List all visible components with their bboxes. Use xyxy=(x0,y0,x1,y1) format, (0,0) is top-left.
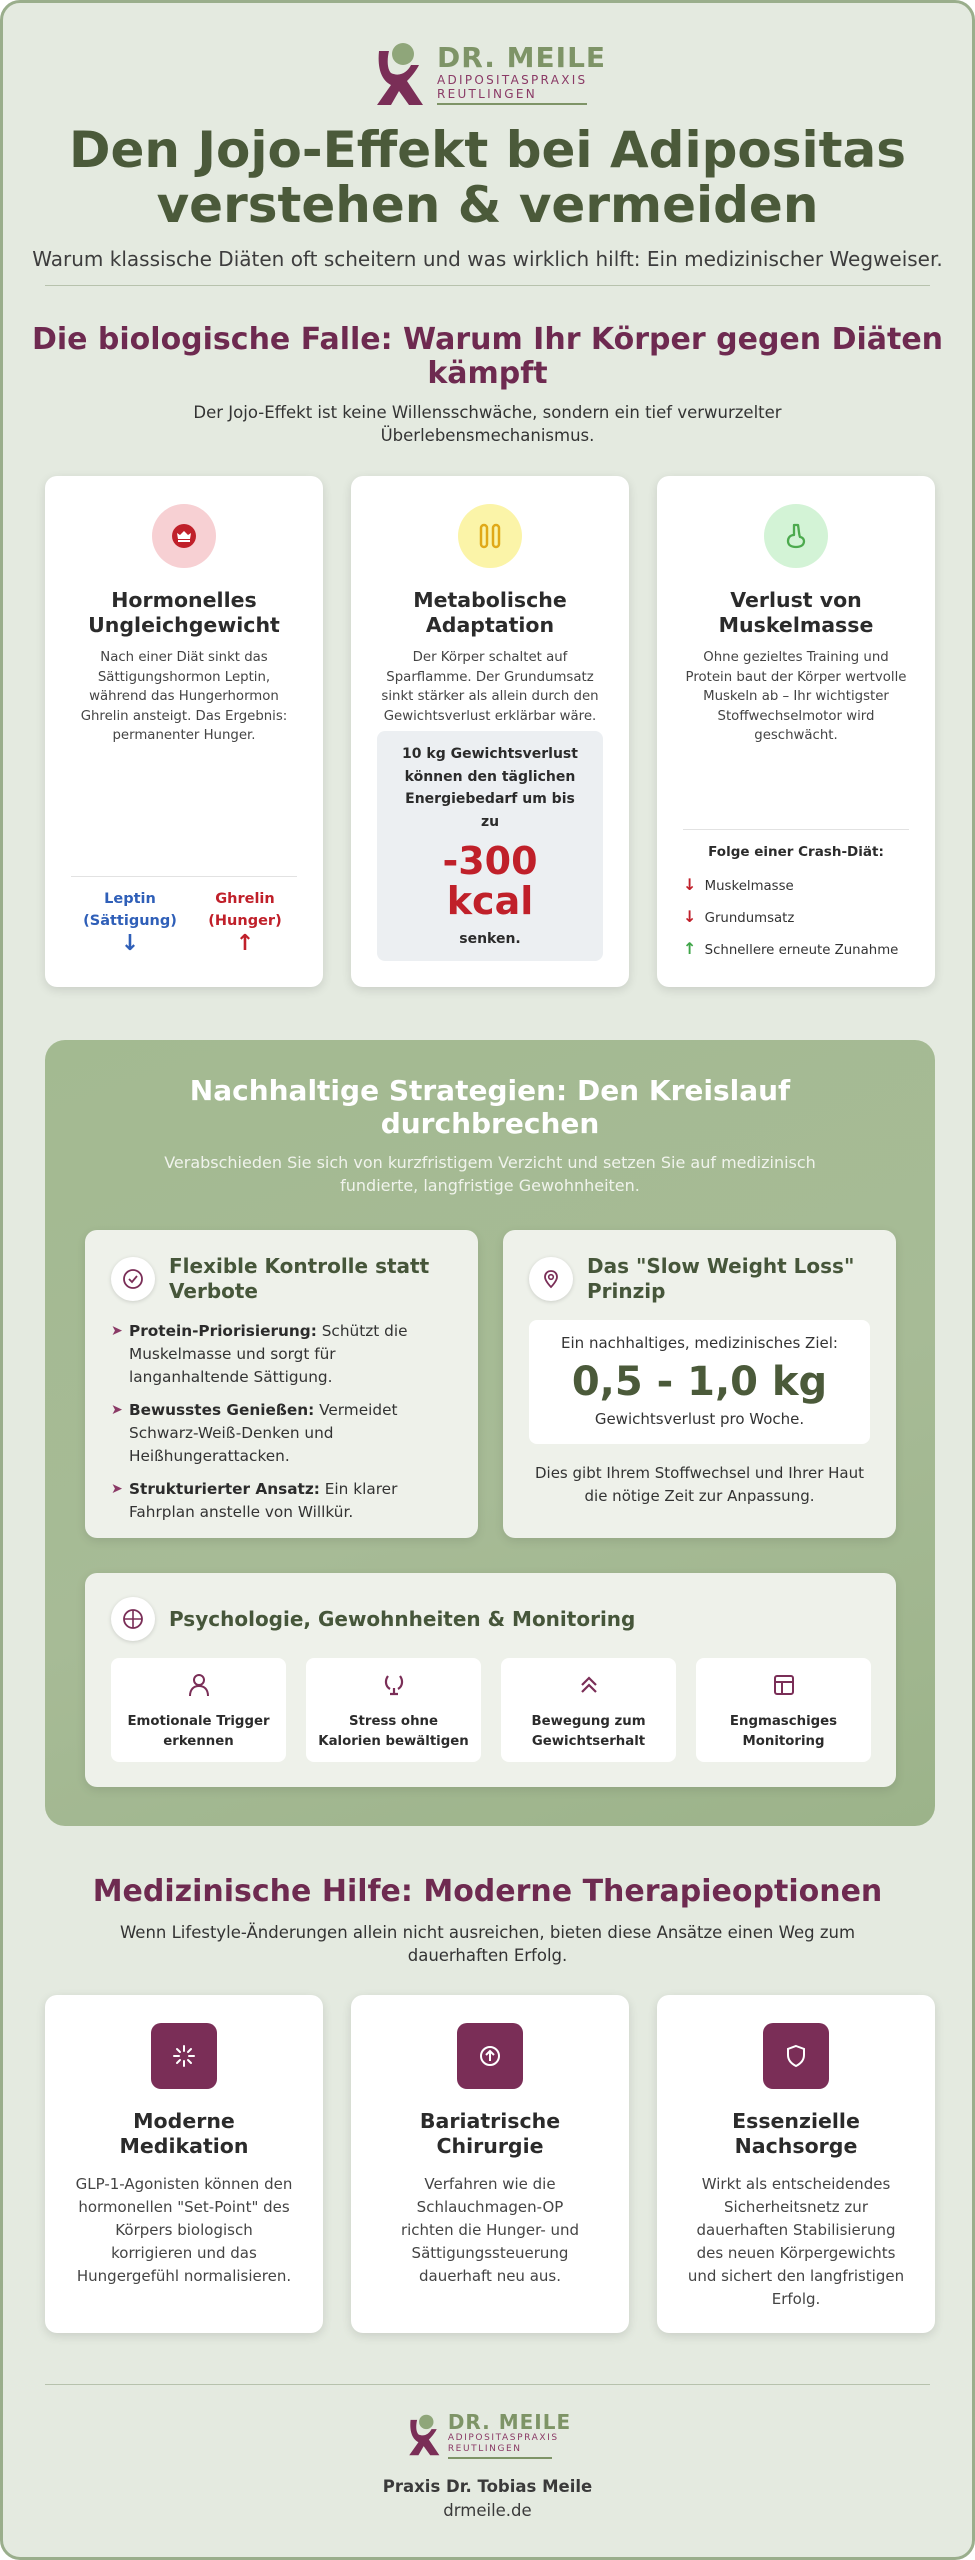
crash-effect-label: Grundumsatz xyxy=(704,911,795,926)
card-hormonal-title-1: Hormonelles xyxy=(111,588,257,612)
card-hormonal-title-2: Ungleichgewicht xyxy=(88,613,280,637)
crash-effect-label: Schnellere erneute Zunahme xyxy=(704,943,899,958)
footer-logo-brand: DR. MEILE xyxy=(447,2410,572,2434)
footer-divider xyxy=(45,2384,930,2385)
psych-item-stress xyxy=(306,1658,481,1762)
therapy-title-2: Nachsorge xyxy=(734,2134,858,2158)
card-muscle-text: Ohne gezieltes Training und Protein baut der Körper wertvolle Muskeln ab – Ihr wichtigster Stoffwechselmotor wird geschwächt. xyxy=(685,650,907,743)
battery-icon xyxy=(458,504,522,568)
psych-item-label-2: erkennen xyxy=(163,1734,234,1749)
compass-icon xyxy=(111,1597,155,1641)
upload-icon xyxy=(457,2023,523,2089)
leptin-sub: (Sättigung) xyxy=(83,913,177,929)
page-title-line-2: verstehen & vermeiden xyxy=(156,176,819,234)
sparkle-icon xyxy=(151,2023,217,2089)
list-item xyxy=(85,1478,478,1524)
strategies-title-2: durchbrechen xyxy=(380,1107,600,1140)
psych-item-label-1: Engmaschiges xyxy=(729,1714,838,1729)
bio-intro-line-1: Der Jojo-Effekt ist keine Willensschwäche, sondern ein tief verwurzelter xyxy=(193,403,782,422)
page-title xyxy=(3,123,972,233)
arrow-up-icon: ↑ xyxy=(683,939,697,958)
crash-effect-2 xyxy=(683,901,794,935)
slow-weight-loss-card xyxy=(503,1230,896,1538)
card-metabolic-title-1: Metabolische xyxy=(413,588,567,612)
therapy-medication-title xyxy=(45,2109,323,2159)
therapy-section-title: Medizinische Hilfe: Moderne Therapieoptionen xyxy=(92,1874,883,1909)
list-item-text: Vermeidet Schwarz-Weiß-Denken und Heißhungerattacken. xyxy=(129,1401,398,1465)
chevrons-up-icon xyxy=(501,1672,676,1702)
therapy-section-intro xyxy=(3,1921,972,1967)
metabolic-stat-suffix: senken. xyxy=(459,931,521,947)
crash-effect-label: Muskelmasse xyxy=(704,879,794,894)
strategies-title xyxy=(45,1074,935,1140)
stat-value-unit: kcal xyxy=(446,879,534,923)
goal-label: Ein nachhaltiges, medizinisches Ziel: xyxy=(561,1334,838,1352)
slow-note-2: die nötige Zeit zur Anpassung. xyxy=(584,1487,815,1505)
psych-item-label-1: Stress ohne xyxy=(348,1714,439,1729)
flex-control-card xyxy=(85,1230,478,1538)
footer-logo-underline xyxy=(448,2457,552,2459)
stress-icon xyxy=(306,1672,481,1702)
therapy-card-surgery xyxy=(351,1995,629,2333)
footer-logo-sub-2: REUTLINGEN xyxy=(447,2444,522,2454)
dashboard-icon xyxy=(696,1672,871,1702)
metabolic-stat-box xyxy=(377,731,603,961)
slow-title-1: Das "Slow Weight Loss" xyxy=(587,1254,855,1278)
psych-item-label-2: Gewichtserhalt xyxy=(531,1734,646,1749)
crash-effect-1 xyxy=(683,869,794,903)
therapy-surgery-text: Verfahren wie die Schlauchmagen-OP richten die Hunger- und Sättigungssteuerung dauerhaft neu aus. xyxy=(400,2175,580,2285)
logo-sub-2: REUTLINGEN xyxy=(436,87,538,101)
therapy-intro-2: dauerhaften Erfolg. xyxy=(407,1946,568,1965)
bio-section-intro xyxy=(3,401,972,447)
ghrelin-label: Ghrelin xyxy=(215,891,275,907)
psych-item-label-1: Emotionale Trigger xyxy=(127,1714,270,1729)
crash-effect-3 xyxy=(683,933,898,967)
card-hormonal-title xyxy=(45,588,323,638)
psych-item-label-2: Kalorien bewältigen xyxy=(318,1734,469,1749)
ghrelin-indicator xyxy=(190,888,300,956)
logo-figure-icon xyxy=(404,2413,442,2457)
stat-value-number: -300 xyxy=(442,839,538,883)
therapy-medication-text: GLP-1-Agonisten können den hormonellen "Set-Point" des Körpers biologisch korrigieren und das Hungergefühl normalisieren. xyxy=(75,2175,293,2285)
ghrelin-sub: (Hunger) xyxy=(208,913,282,929)
list-item-text: Ein klarer Fahrplan anstelle von Willkür. xyxy=(129,1480,398,1521)
psych-item-label-2: Monitoring xyxy=(742,1734,825,1749)
card-metabolic-title xyxy=(351,588,629,638)
footer-practice-name: Praxis Dr. Tobias Meile xyxy=(382,2477,593,2496)
list-item-bold: Strukturierter Ansatz: xyxy=(129,1480,320,1498)
flex-title-2: Verbote xyxy=(169,1279,258,1303)
strategies-title-1: Nachhaltige Strategien: Den Kreislauf xyxy=(189,1074,791,1107)
slow-title-2: Prinzip xyxy=(587,1279,666,1303)
therapy-card-aftercare xyxy=(657,1995,935,2333)
location-pin-icon xyxy=(529,1257,573,1301)
card-muscle-title-1: Verlust von xyxy=(730,588,862,612)
therapy-title-1: Bariatrische xyxy=(419,2109,561,2133)
slow-note xyxy=(503,1462,896,1508)
card-metabolic-text: Der Körper schaltet auf Sparflamme. Der Grundumsatz sinkt stärker als allein durch den Gewichtsverlust erklärbar wäre. xyxy=(381,650,599,724)
therapy-intro-1: Wenn Lifestyle-Änderungen allein nicht ausreichen, bieten diese Ansätze einen Weg zum xyxy=(119,1923,856,1942)
therapy-aftercare-text: Wirkt als entscheidendes Sicherheitsnetz zur dauerhaften Stabilisierung des neuen Körpergewichts und sichert den langfristigen Erfolg. xyxy=(687,2175,905,2308)
psych-item-label-1: Bewegung zum xyxy=(531,1714,646,1729)
strategies-intro-1: Verabschieden Sie sich von kurzfristigem Verzicht und setzen Sie auf medizinisch xyxy=(164,1153,816,1172)
footer-logo-sub-1: ADIPOSITASPRAXIS xyxy=(447,2433,559,2443)
footer-logo[interactable] xyxy=(3,2411,972,2459)
divider xyxy=(45,285,930,286)
list-item xyxy=(85,1320,478,1389)
therapy-title-2: Medikation xyxy=(119,2134,249,2158)
crash-divider xyxy=(683,829,909,830)
muscle-icon xyxy=(764,504,828,568)
logo-sub-1: ADIPOSITASPRAXIS xyxy=(436,73,588,87)
shield-icon xyxy=(763,2023,829,2089)
bio-title-line-2: kämpft xyxy=(427,356,548,391)
hormone-divider xyxy=(71,876,297,877)
arrow-down-icon: ↓ xyxy=(683,875,697,894)
card-muscle-title-2: Muskelmasse xyxy=(718,613,874,637)
check-circle-icon xyxy=(111,1257,155,1301)
bio-intro-line-2: Überlebensmechanismus. xyxy=(380,426,595,445)
list-item-text: Schützt die Muskelmasse und sorgt für langanhaltende Sättigung. xyxy=(129,1322,408,1386)
goal-box xyxy=(529,1320,870,1444)
leptin-label: Leptin xyxy=(104,891,156,907)
strategies-intro xyxy=(45,1151,935,1197)
logo-brand: DR. MEILE xyxy=(436,41,607,74)
flex-title-1: Flexible Kontrolle statt xyxy=(169,1254,430,1278)
strategies-panel xyxy=(45,1040,935,1826)
card-metabolic xyxy=(351,476,629,987)
goal-unit: Gewichtsverlust pro Woche. xyxy=(594,1410,805,1428)
flex-control-title xyxy=(169,1254,429,1304)
slow-note-1: Dies gibt Ihrem Stoffwechsel und Ihrer Haut xyxy=(534,1464,864,1482)
psych-item-monitoring xyxy=(696,1658,871,1762)
flex-control-list xyxy=(85,1320,478,1524)
person-icon xyxy=(111,1672,286,1702)
metabolic-stat-text: 10 kg Gewichtsverlust können den täglichen Energiebedarf um bis zu xyxy=(402,746,578,830)
strategies-intro-2: fundierte, langfristige Gewohnheiten. xyxy=(340,1176,640,1195)
page-title-line-1: Den Jojo-Effekt bei Adipositas xyxy=(68,121,907,179)
hormone-icon xyxy=(152,504,216,568)
list-item xyxy=(85,1399,478,1468)
card-metabolic-title-2: Adaptation xyxy=(425,613,555,637)
card-hormonal-text: Nach einer Diät sinkt das Sättigungshormon Leptin, während das Hungerhormon Ghrelin ansteigt. Das Ergebnis: permanenter Hunger. xyxy=(80,650,288,743)
goal-value: 0,5 - 1,0 kg xyxy=(571,1359,828,1405)
list-item-bold: Bewusstes Genießen: xyxy=(129,1401,315,1419)
chevron-right-icon: ➤ xyxy=(111,1323,123,1339)
header-logo[interactable] xyxy=(3,41,972,107)
bio-title-line-1: Die biologische Falle: Warum Ihr Körper gegen Diäten xyxy=(31,322,944,357)
bio-section-title xyxy=(3,323,972,391)
psychology-title: Psychologie, Gewohnheiten & Monitoring xyxy=(169,1606,636,1631)
card-hormonal xyxy=(45,476,323,987)
arrow-up-icon: ↑ xyxy=(235,931,255,956)
therapy-surgery-title xyxy=(351,2109,629,2159)
arrow-down-icon: ↓ xyxy=(120,931,140,956)
chevron-right-icon: ➤ xyxy=(111,1402,123,1418)
list-item-bold: Protein-Priorisierung: xyxy=(129,1322,317,1340)
psychology-card xyxy=(85,1573,896,1787)
footer-website-link[interactable]: drmeile.de xyxy=(443,2501,532,2520)
therapy-title-1: Moderne xyxy=(133,2109,235,2133)
page-subtitle: Warum klassische Diäten oft scheitern und was wirklich hilft: Ein medizinischer Wegweiser. xyxy=(32,247,943,271)
psych-item-movement xyxy=(501,1658,676,1762)
leptin-indicator xyxy=(75,888,185,956)
therapy-title-2: Chirurgie xyxy=(436,2134,544,2158)
crash-title: Folge einer Crash-Diät: xyxy=(708,844,884,860)
therapy-title-1: Essenzielle xyxy=(732,2109,860,2133)
slow-weight-loss-title xyxy=(587,1254,854,1304)
therapy-aftercare-title xyxy=(657,2109,935,2159)
arrow-down-icon: ↓ xyxy=(683,907,697,926)
card-muscle xyxy=(657,476,935,987)
therapy-card-medication xyxy=(45,1995,323,2333)
psych-item-emotional xyxy=(111,1658,286,1762)
logo-figure-icon xyxy=(369,41,427,107)
chevron-right-icon: ➤ xyxy=(111,1481,123,1497)
card-muscle-title xyxy=(657,588,935,638)
metabolic-stat-value xyxy=(377,841,603,921)
